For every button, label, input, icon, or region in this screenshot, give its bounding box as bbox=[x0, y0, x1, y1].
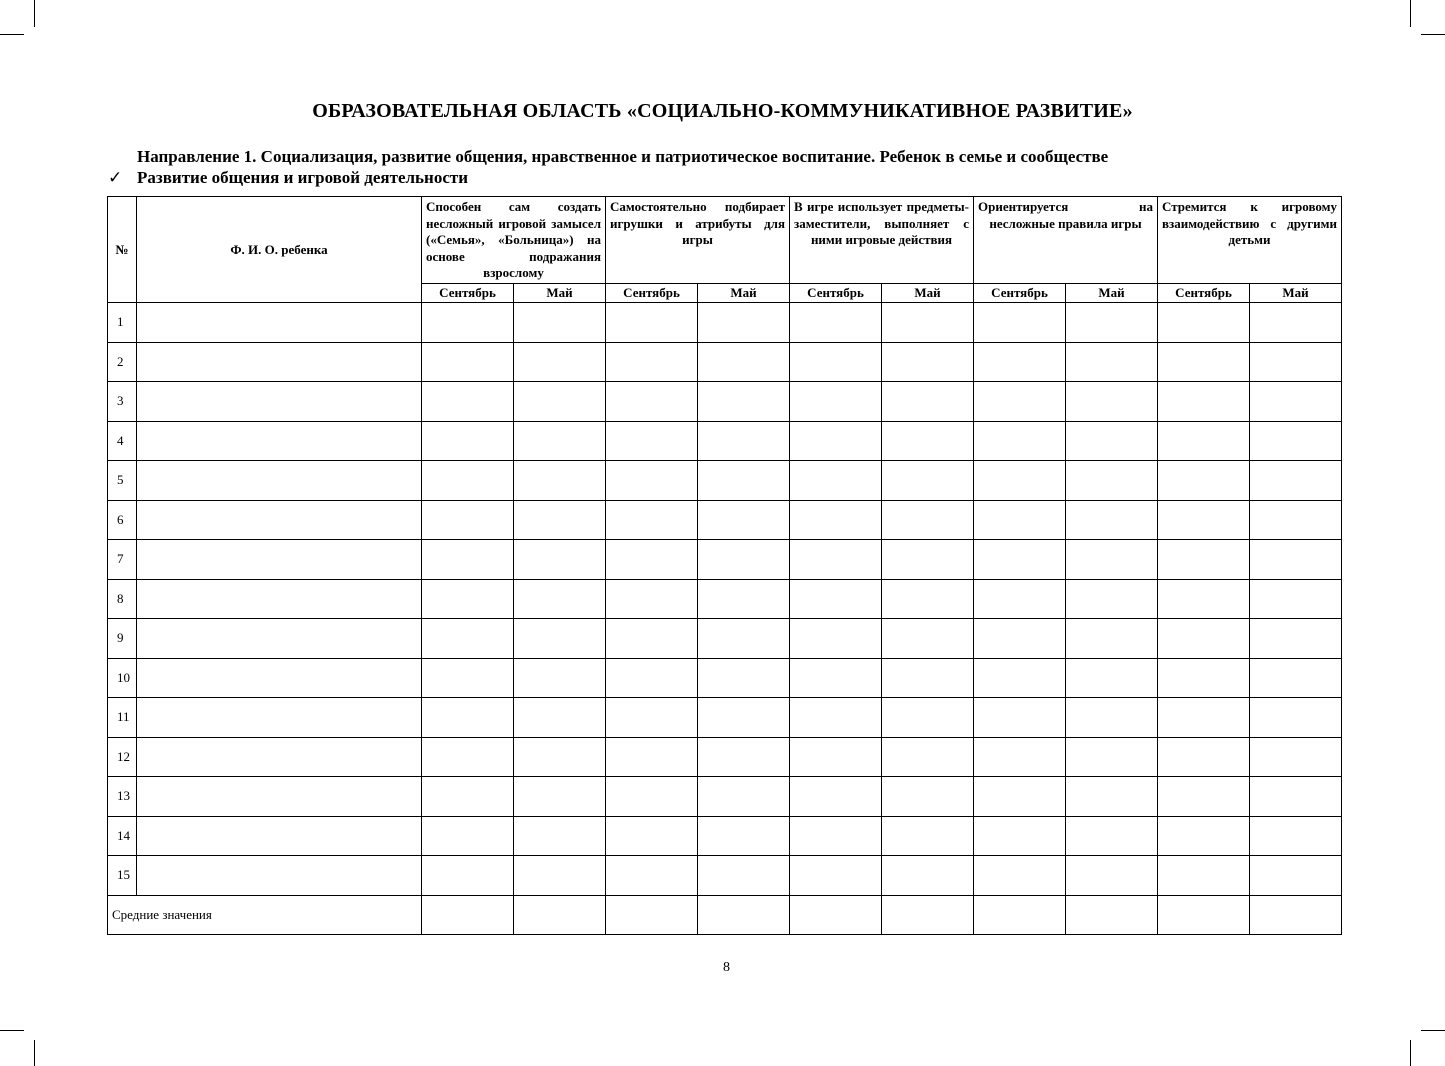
child-name-cell[interactable] bbox=[137, 461, 422, 501]
score-cell-september[interactable] bbox=[790, 421, 882, 461]
score-cell-may[interactable] bbox=[1066, 342, 1158, 382]
score-cell-may[interactable] bbox=[514, 500, 606, 540]
criterion-header: Стремится к игровому взаимодействию с другими детьми bbox=[1158, 197, 1342, 284]
table-row bbox=[108, 658, 1342, 698]
score-cell-september[interactable] bbox=[606, 579, 698, 619]
score-cell-may[interactable] bbox=[698, 461, 790, 501]
row-number: 8 bbox=[108, 579, 137, 619]
score-cell-september[interactable] bbox=[422, 658, 514, 698]
month-header-september: Сентябрь bbox=[790, 284, 882, 303]
score-cell-september[interactable] bbox=[422, 579, 514, 619]
average-label: Средние значения bbox=[108, 895, 422, 935]
score-cell-may[interactable] bbox=[1066, 856, 1158, 896]
score-cell-september[interactable] bbox=[606, 461, 698, 501]
score-cell-september[interactable] bbox=[422, 421, 514, 461]
crop-mark-top-left-v bbox=[34, 0, 35, 27]
score-cell-may[interactable] bbox=[698, 421, 790, 461]
score-cell-may[interactable] bbox=[882, 856, 974, 896]
score-cell-september[interactable] bbox=[606, 500, 698, 540]
crop-mark-bottom-right-h bbox=[1421, 1030, 1445, 1031]
score-cell-may[interactable] bbox=[1250, 619, 1342, 659]
direction-heading: Направление 1. Социализация, развитие общения, нравственное и патриотическое воспитание. Ребенок в семье и сообществе bbox=[137, 147, 1109, 166]
table-row bbox=[108, 579, 1342, 619]
table-row bbox=[108, 856, 1342, 896]
month-header-may: Май bbox=[514, 284, 606, 303]
average-cell-may[interactable] bbox=[514, 895, 606, 935]
score-cell-september[interactable] bbox=[974, 342, 1066, 382]
row-number: 15 bbox=[108, 856, 137, 896]
row-number: 11 bbox=[108, 698, 137, 738]
score-cell-september[interactable] bbox=[974, 500, 1066, 540]
score-cell-september[interactable] bbox=[790, 461, 882, 501]
score-cell-september[interactable] bbox=[1158, 421, 1250, 461]
score-cell-september[interactable] bbox=[974, 540, 1066, 580]
score-cell-september[interactable] bbox=[974, 303, 1066, 343]
score-cell-september[interactable] bbox=[974, 619, 1066, 659]
criterion-header: В игре использует предметы-заместители, выполняет с ними игровые действия bbox=[790, 197, 974, 284]
score-cell-may[interactable] bbox=[1066, 777, 1158, 817]
score-cell-may[interactable] bbox=[882, 777, 974, 817]
score-cell-may[interactable] bbox=[514, 421, 606, 461]
table-row bbox=[108, 698, 1342, 738]
score-cell-september[interactable] bbox=[606, 303, 698, 343]
score-cell-september[interactable] bbox=[974, 382, 1066, 422]
table-row bbox=[108, 619, 1342, 659]
score-cell-may[interactable] bbox=[882, 816, 974, 856]
score-cell-may[interactable] bbox=[698, 856, 790, 896]
score-cell-may[interactable] bbox=[1066, 579, 1158, 619]
score-cell-may[interactable] bbox=[1250, 342, 1342, 382]
score-cell-september[interactable] bbox=[1158, 342, 1250, 382]
score-cell-may[interactable] bbox=[514, 777, 606, 817]
score-cell-may[interactable] bbox=[882, 342, 974, 382]
score-cell-may[interactable] bbox=[1066, 540, 1158, 580]
score-cell-september[interactable] bbox=[422, 461, 514, 501]
score-cell-september[interactable] bbox=[790, 382, 882, 422]
child-name-cell[interactable] bbox=[137, 342, 422, 382]
score-cell-may[interactable] bbox=[1250, 579, 1342, 619]
score-cell-may[interactable] bbox=[1250, 698, 1342, 738]
row-number: 14 bbox=[108, 816, 137, 856]
score-cell-may[interactable] bbox=[698, 342, 790, 382]
score-cell-may[interactable] bbox=[698, 658, 790, 698]
score-cell-may[interactable] bbox=[514, 540, 606, 580]
score-cell-september[interactable] bbox=[1158, 816, 1250, 856]
crop-mark-top-left-h bbox=[0, 34, 24, 35]
score-cell-september[interactable] bbox=[606, 342, 698, 382]
child-name-cell[interactable] bbox=[137, 500, 422, 540]
score-cell-september[interactable] bbox=[422, 303, 514, 343]
score-cell-september[interactable] bbox=[790, 342, 882, 382]
child-name-cell[interactable] bbox=[137, 856, 422, 896]
score-cell-may[interactable] bbox=[514, 382, 606, 422]
criterion-header: Самостоятельно подбирает игрушки и атрибуты для игры bbox=[606, 197, 790, 284]
criterion-header: Способен сам создать несложный игровой замысел («Семья», «Больница») на основе подражания взрослому bbox=[422, 197, 606, 284]
score-cell-may[interactable] bbox=[514, 461, 606, 501]
crop-mark-bottom-left-v bbox=[34, 1040, 35, 1066]
score-cell-september[interactable] bbox=[422, 737, 514, 777]
score-cell-may[interactable] bbox=[1066, 500, 1158, 540]
month-header-may: Май bbox=[1066, 284, 1158, 303]
score-cell-may[interactable] bbox=[882, 540, 974, 580]
score-cell-may[interactable] bbox=[1250, 856, 1342, 896]
score-cell-september[interactable] bbox=[1158, 698, 1250, 738]
table-row bbox=[108, 500, 1342, 540]
score-cell-september[interactable] bbox=[974, 777, 1066, 817]
score-cell-may[interactable] bbox=[882, 619, 974, 659]
score-cell-september[interactable] bbox=[790, 658, 882, 698]
score-cell-september[interactable] bbox=[1158, 658, 1250, 698]
score-cell-may[interactable] bbox=[1250, 382, 1342, 422]
score-cell-may[interactable] bbox=[1250, 658, 1342, 698]
score-cell-september[interactable] bbox=[790, 619, 882, 659]
score-cell-september[interactable] bbox=[606, 658, 698, 698]
month-header-september: Сентябрь bbox=[606, 284, 698, 303]
score-cell-september[interactable] bbox=[1158, 579, 1250, 619]
score-cell-may[interactable] bbox=[1066, 382, 1158, 422]
row-number: 2 bbox=[108, 342, 137, 382]
checkmark-icon: ✓ bbox=[108, 168, 123, 187]
score-cell-september[interactable] bbox=[974, 421, 1066, 461]
score-cell-may[interactable] bbox=[1250, 737, 1342, 777]
score-cell-may[interactable] bbox=[698, 816, 790, 856]
score-cell-september[interactable] bbox=[974, 698, 1066, 738]
score-cell-september[interactable] bbox=[974, 816, 1066, 856]
month-header-september: Сентябрь bbox=[1158, 284, 1250, 303]
number-column-header: № bbox=[108, 197, 137, 303]
score-cell-september[interactable] bbox=[422, 500, 514, 540]
child-name-cell[interactable] bbox=[137, 382, 422, 422]
score-cell-may[interactable] bbox=[882, 303, 974, 343]
table-row bbox=[108, 816, 1342, 856]
score-cell-september[interactable] bbox=[790, 579, 882, 619]
score-cell-september[interactable] bbox=[422, 777, 514, 817]
score-cell-may[interactable] bbox=[1066, 303, 1158, 343]
score-cell-september[interactable] bbox=[790, 698, 882, 738]
row-number: 3 bbox=[108, 382, 137, 422]
score-cell-september[interactable] bbox=[422, 342, 514, 382]
score-cell-september[interactable] bbox=[606, 816, 698, 856]
score-cell-september[interactable] bbox=[422, 856, 514, 896]
average-cell-september[interactable] bbox=[422, 895, 514, 935]
row-number: 4 bbox=[108, 421, 137, 461]
average-cell-september[interactable] bbox=[606, 895, 698, 935]
child-name-cell[interactable] bbox=[137, 540, 422, 580]
score-cell-may[interactable] bbox=[1066, 816, 1158, 856]
subsection-label: Развитие общения и игровой деятельности bbox=[137, 168, 469, 187]
score-cell-may[interactable] bbox=[698, 303, 790, 343]
score-cell-september[interactable] bbox=[790, 540, 882, 580]
score-cell-september[interactable] bbox=[606, 382, 698, 422]
child-name-cell[interactable] bbox=[137, 816, 422, 856]
score-cell-may[interactable] bbox=[1250, 540, 1342, 580]
average-cell-may[interactable] bbox=[1066, 895, 1158, 935]
average-row bbox=[108, 895, 1342, 935]
score-cell-september[interactable] bbox=[422, 816, 514, 856]
score-cell-september[interactable] bbox=[974, 579, 1066, 619]
score-cell-may[interactable] bbox=[514, 816, 606, 856]
score-cell-september[interactable] bbox=[790, 500, 882, 540]
child-name-cell[interactable] bbox=[137, 619, 422, 659]
score-cell-may[interactable] bbox=[698, 777, 790, 817]
child-name-cell[interactable] bbox=[137, 658, 422, 698]
month-header-september: Сентябрь bbox=[974, 284, 1066, 303]
score-cell-may[interactable] bbox=[1066, 658, 1158, 698]
table-row bbox=[108, 737, 1342, 777]
score-cell-may[interactable] bbox=[1250, 816, 1342, 856]
score-cell-may[interactable] bbox=[514, 856, 606, 896]
score-cell-september[interactable] bbox=[1158, 856, 1250, 896]
score-cell-september[interactable] bbox=[422, 619, 514, 659]
score-cell-september[interactable] bbox=[606, 737, 698, 777]
crop-mark-top-right-h bbox=[1421, 34, 1445, 35]
score-cell-may[interactable] bbox=[882, 737, 974, 777]
page-number: 8 bbox=[723, 960, 730, 975]
score-cell-may[interactable] bbox=[882, 579, 974, 619]
score-cell-may[interactable] bbox=[1066, 421, 1158, 461]
score-cell-may[interactable] bbox=[698, 737, 790, 777]
table-row bbox=[108, 303, 1342, 343]
assessment-table bbox=[107, 196, 1342, 935]
score-cell-may[interactable] bbox=[514, 579, 606, 619]
score-cell-september[interactable] bbox=[1158, 382, 1250, 422]
child-name-cell[interactable] bbox=[137, 737, 422, 777]
crop-mark-top-right-v bbox=[1410, 0, 1411, 27]
score-cell-september[interactable] bbox=[974, 856, 1066, 896]
score-cell-september[interactable] bbox=[1158, 303, 1250, 343]
crop-mark-bottom-left-h bbox=[0, 1030, 24, 1031]
row-number: 9 bbox=[108, 619, 137, 659]
score-cell-september[interactable] bbox=[790, 777, 882, 817]
score-cell-may[interactable] bbox=[698, 382, 790, 422]
page-title: ОБРАЗОВАТЕЛЬНАЯ ОБЛАСТЬ «СОЦИАЛЬНО-КОММУНИКАТИВНОЕ РАЗВИТИЕ» bbox=[312, 100, 1133, 122]
score-cell-may[interactable] bbox=[882, 461, 974, 501]
month-header-september: Сентябрь bbox=[422, 284, 514, 303]
score-cell-september[interactable] bbox=[422, 382, 514, 422]
score-cell-may[interactable] bbox=[882, 421, 974, 461]
score-cell-may[interactable] bbox=[698, 698, 790, 738]
crop-mark-bottom-right-v bbox=[1410, 1040, 1411, 1066]
criterion-header: Ориентируется на несложные правила игры bbox=[974, 197, 1158, 284]
table-row bbox=[108, 540, 1342, 580]
score-cell-may[interactable] bbox=[514, 658, 606, 698]
score-cell-september[interactable] bbox=[974, 461, 1066, 501]
month-header-may: Май bbox=[882, 284, 974, 303]
score-cell-september[interactable] bbox=[1158, 619, 1250, 659]
score-cell-may[interactable] bbox=[514, 737, 606, 777]
score-cell-september[interactable] bbox=[1158, 540, 1250, 580]
row-number: 5 bbox=[108, 461, 137, 501]
child-name-column-header: Ф. И. О. ребенка bbox=[137, 197, 422, 303]
score-cell-september[interactable] bbox=[422, 698, 514, 738]
average-cell-september[interactable] bbox=[790, 895, 882, 935]
score-cell-september[interactable] bbox=[1158, 500, 1250, 540]
average-cell-september[interactable] bbox=[1158, 895, 1250, 935]
table-row bbox=[108, 461, 1342, 501]
criteria-header-row bbox=[108, 197, 1342, 284]
score-cell-may[interactable] bbox=[1066, 619, 1158, 659]
score-cell-may[interactable] bbox=[514, 698, 606, 738]
score-cell-september[interactable] bbox=[1158, 777, 1250, 817]
month-header-may: Май bbox=[698, 284, 790, 303]
table-body bbox=[108, 303, 1342, 935]
child-name-cell[interactable] bbox=[137, 777, 422, 817]
row-number: 12 bbox=[108, 737, 137, 777]
score-cell-september[interactable] bbox=[606, 540, 698, 580]
table-row bbox=[108, 777, 1342, 817]
score-cell-may[interactable] bbox=[698, 540, 790, 580]
score-cell-september[interactable] bbox=[790, 737, 882, 777]
score-cell-may[interactable] bbox=[698, 579, 790, 619]
score-cell-may[interactable] bbox=[1250, 421, 1342, 461]
table-row bbox=[108, 382, 1342, 422]
score-cell-september[interactable] bbox=[974, 737, 1066, 777]
average-cell-may[interactable] bbox=[1250, 895, 1342, 935]
score-cell-september[interactable] bbox=[606, 619, 698, 659]
score-cell-may[interactable] bbox=[1250, 500, 1342, 540]
month-header-may: Май bbox=[1250, 284, 1342, 303]
score-cell-may[interactable] bbox=[1250, 461, 1342, 501]
score-cell-may[interactable] bbox=[698, 619, 790, 659]
score-cell-september[interactable] bbox=[606, 856, 698, 896]
table-row bbox=[108, 342, 1342, 382]
subsection-heading bbox=[108, 168, 468, 188]
average-cell-may[interactable] bbox=[698, 895, 790, 935]
score-cell-may[interactable] bbox=[1066, 698, 1158, 738]
score-cell-may[interactable] bbox=[882, 382, 974, 422]
score-cell-may[interactable] bbox=[514, 619, 606, 659]
score-cell-may[interactable] bbox=[1066, 737, 1158, 777]
score-cell-september[interactable] bbox=[790, 303, 882, 343]
child-name-cell[interactable] bbox=[137, 303, 422, 343]
score-cell-may[interactable] bbox=[514, 342, 606, 382]
row-number: 6 bbox=[108, 500, 137, 540]
score-cell-may[interactable] bbox=[882, 500, 974, 540]
child-name-cell[interactable] bbox=[137, 698, 422, 738]
score-cell-september[interactable] bbox=[606, 777, 698, 817]
average-cell-may[interactable] bbox=[882, 895, 974, 935]
score-cell-september[interactable] bbox=[606, 698, 698, 738]
average-cell-september[interactable] bbox=[974, 895, 1066, 935]
child-name-cell[interactable] bbox=[137, 579, 422, 619]
row-number: 13 bbox=[108, 777, 137, 817]
score-cell-september[interactable] bbox=[974, 658, 1066, 698]
score-cell-september[interactable] bbox=[1158, 461, 1250, 501]
row-number: 10 bbox=[108, 658, 137, 698]
child-name-cell[interactable] bbox=[137, 421, 422, 461]
score-cell-september[interactable] bbox=[606, 421, 698, 461]
score-cell-may[interactable] bbox=[1250, 777, 1342, 817]
score-cell-may[interactable] bbox=[1250, 303, 1342, 343]
score-cell-september[interactable] bbox=[1158, 737, 1250, 777]
score-cell-may[interactable] bbox=[514, 303, 606, 343]
row-number: 1 bbox=[108, 303, 137, 343]
score-cell-september[interactable] bbox=[790, 816, 882, 856]
score-cell-september[interactable] bbox=[790, 856, 882, 896]
score-cell-may[interactable] bbox=[698, 500, 790, 540]
score-cell-september[interactable] bbox=[422, 540, 514, 580]
score-cell-may[interactable] bbox=[882, 698, 974, 738]
table-row bbox=[108, 421, 1342, 461]
score-cell-may[interactable] bbox=[1066, 461, 1158, 501]
row-number: 7 bbox=[108, 540, 137, 580]
score-cell-may[interactable] bbox=[882, 658, 974, 698]
